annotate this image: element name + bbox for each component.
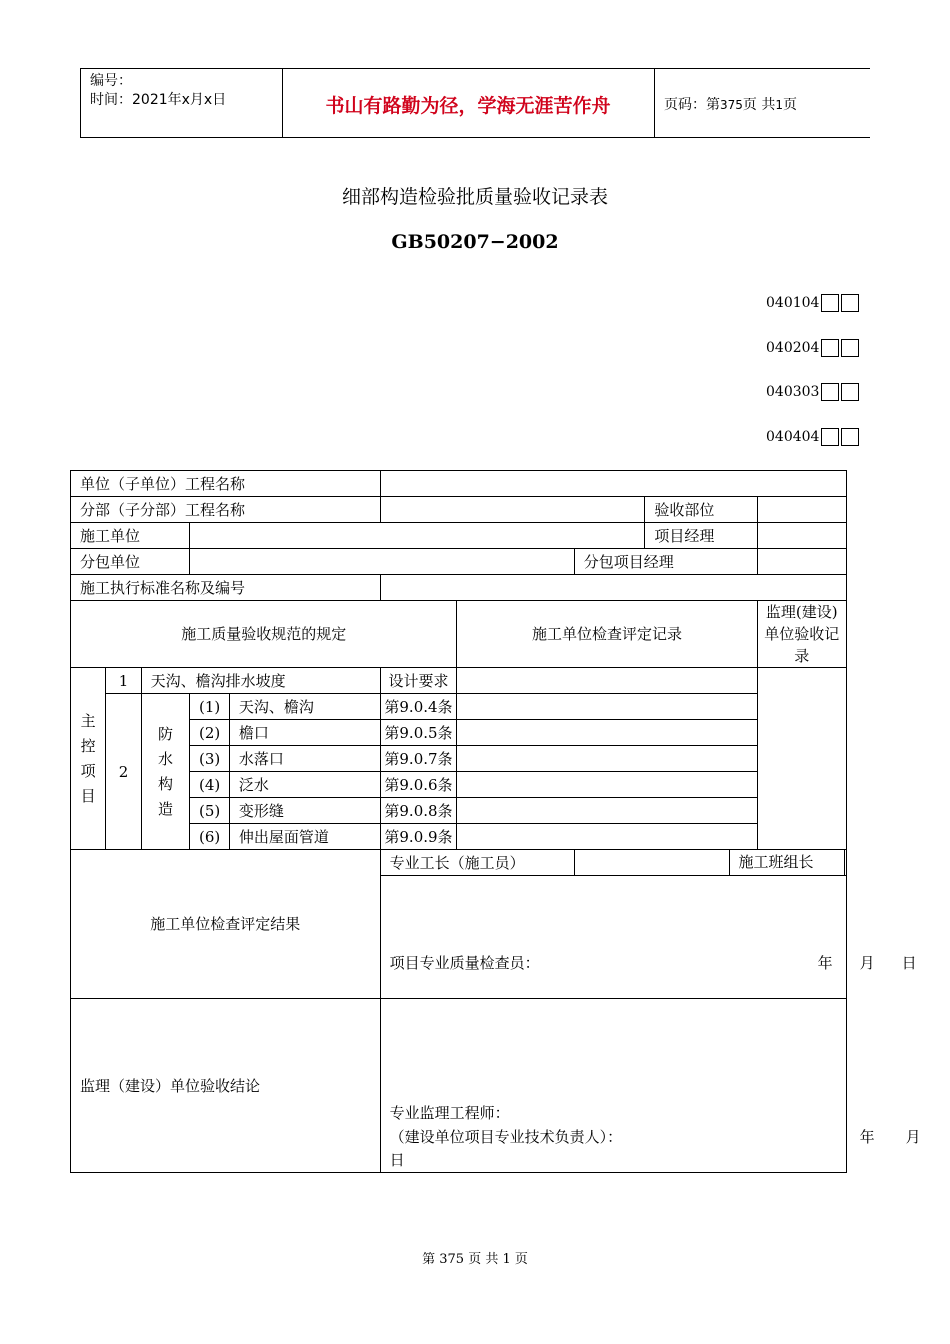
check-record-field[interactable] — [457, 772, 757, 798]
team-leader-field[interactable] — [845, 850, 846, 875]
code-row — [766, 382, 859, 402]
sub-item-number: (3) — [190, 746, 229, 772]
check-record-header: 施工单位检查评定记录 — [457, 601, 757, 668]
item-group-char: 构 — [158, 774, 174, 793]
supervision-conclusion-field[interactable] — [380, 999, 921, 1173]
unit-project-name-label: 单位（子单位）工程名称 — [71, 471, 381, 497]
date-month: 月 — [859, 954, 875, 972]
acceptance-form — [70, 470, 921, 1173]
code-checkbox[interactable] — [821, 339, 839, 357]
project-manager-label: 项目经理 — [645, 523, 757, 549]
sub-item-name: 檐口 — [229, 720, 380, 746]
sub-item-reference: 第9.0.8条 — [380, 798, 457, 824]
acceptance-part-label: 验收部位 — [645, 497, 757, 523]
team-leader-cell — [729, 850, 846, 876]
check-record-field[interactable] — [457, 824, 757, 850]
check-result-field[interactable] — [380, 876, 917, 999]
item-requirement: 设计要求 — [380, 668, 457, 694]
foreman-label: 专业工长（施工员） — [380, 850, 574, 876]
check-record-field[interactable] — [457, 694, 757, 720]
sub-item-name: 泛水 — [229, 772, 380, 798]
item-number: 1 — [106, 668, 141, 694]
page-prefix: 页码：第 — [664, 97, 720, 113]
main-control-label — [71, 668, 106, 850]
date-day: 日 — [901, 954, 917, 972]
supervision-record-field[interactable] — [757, 668, 846, 850]
subcontract-manager-label: 分包项目经理 — [574, 549, 757, 575]
subcontract-manager-field[interactable] — [757, 549, 846, 575]
check-result-label: 施工单位检查评定结果 — [71, 850, 381, 999]
sub-project-name-field[interactable] — [380, 497, 645, 523]
foreman-field[interactable] — [574, 850, 729, 876]
sub-project-name-label: 分部（子分部）工程名称 — [71, 497, 381, 523]
item-group-char: 水 — [158, 749, 174, 768]
check-record-field[interactable] — [457, 720, 757, 746]
code-checkbox[interactable] — [821, 428, 839, 446]
code-label: 编号： — [90, 73, 132, 89]
header-divider — [654, 69, 655, 137]
code-number: 040303 — [766, 384, 820, 400]
sub-item-number: (5) — [190, 798, 229, 824]
sub-item-reference: 第9.0.5条 — [380, 720, 457, 746]
document-title: 细部构造检验批质量验收记录表 — [341, 186, 608, 208]
sub-item-name: 伸出屋面管道 — [229, 824, 380, 850]
date-year: 年 — [817, 954, 833, 972]
item-number: 2 — [106, 694, 141, 850]
item-name: 天沟、檐沟排水坡度 — [141, 668, 380, 694]
subcontract-unit-field[interactable] — [190, 549, 574, 575]
execution-standard-label: 施工执行标准名称及编号 — [71, 575, 381, 601]
document-header — [80, 68, 870, 138]
main-control-char: 控 — [80, 736, 96, 755]
subcontract-unit-label: 分包单位 — [71, 549, 190, 575]
sub-item-number: (2) — [190, 720, 229, 746]
code-checkbox[interactable] — [841, 294, 859, 312]
code-checkbox[interactable] — [841, 383, 859, 401]
sub-item-name: 天沟、檐沟 — [229, 694, 380, 720]
sub-item-reference: 第9.0.7条 — [380, 746, 457, 772]
code-checkbox[interactable] — [841, 428, 859, 446]
unit-project-name-field[interactable] — [380, 471, 846, 497]
page-footer: 第 375 页 共 1 页 — [422, 1252, 528, 1267]
time-label: 时间：2021年x月x日 — [90, 92, 227, 108]
standard-number: GB50207−2002 — [391, 231, 559, 253]
supervision-record-header: 监理(建设)单位验收记录 — [757, 601, 846, 668]
sub-item-reference: 第9.0.6条 — [380, 772, 457, 798]
sub-item-reference: 第9.0.4条 — [380, 694, 457, 720]
header-page-info — [664, 94, 797, 114]
quality-inspector-label: 项目专业质量检查员： — [389, 954, 540, 972]
check-record-field[interactable] — [457, 668, 757, 694]
supervision-conclusion-label: 监理（建设）单位验收结论 — [71, 999, 381, 1173]
page-suffix: 页 — [783, 97, 797, 113]
page-number: 375 — [720, 98, 743, 112]
main-control-char: 项 — [80, 761, 96, 780]
header-meta — [90, 72, 280, 110]
construction-unit-field[interactable] — [190, 523, 645, 549]
check-record-field[interactable] — [457, 746, 757, 772]
code-checkbox[interactable] — [821, 294, 839, 312]
date-month: 月 — [905, 1128, 921, 1146]
construction-unit-label: 施工单位 — [71, 523, 190, 549]
code-row — [766, 338, 859, 358]
item-group-label — [141, 694, 190, 850]
header-motto: 书山有路勤为径，学海无涯苦作舟 — [325, 95, 611, 117]
sub-item-name: 变形缝 — [229, 798, 380, 824]
page-total: 1 — [775, 98, 783, 112]
sub-item-name: 水落口 — [229, 746, 380, 772]
date-year: 年 — [859, 1128, 875, 1146]
spec-header: 施工质量验收规范的规定 — [71, 601, 457, 668]
acceptance-part-field[interactable] — [757, 497, 846, 523]
header-divider — [80, 69, 81, 137]
item-group-char: 防 — [158, 724, 174, 743]
code-checkbox[interactable] — [841, 339, 859, 357]
code-number: 040104 — [766, 295, 820, 311]
sub-item-number: (1) — [190, 694, 229, 720]
check-record-field[interactable] — [457, 798, 757, 824]
item-group-char: 造 — [158, 799, 174, 818]
code-number: 040204 — [766, 340, 820, 356]
code-checkbox[interactable] — [821, 383, 839, 401]
main-control-char: 目 — [80, 786, 96, 805]
sub-item-number: (6) — [190, 824, 229, 850]
code-number: 040404 — [766, 429, 820, 445]
owner-tech-lead-label: （建设单位项目专业技术负责人）： — [389, 1128, 623, 1146]
sub-item-reference: 第9.0.9条 — [380, 824, 457, 850]
supervision-engineer-label: 专业监理工程师： — [389, 1104, 510, 1122]
main-control-char: 主 — [80, 711, 96, 730]
page-mid: 页 共 — [742, 97, 776, 113]
project-manager-field[interactable] — [757, 523, 846, 549]
sub-item-number: (4) — [190, 772, 229, 798]
date-day: 日 — [389, 1151, 405, 1169]
code-row — [766, 293, 859, 313]
code-row — [766, 427, 859, 447]
team-leader-label: 施工班组长 — [730, 850, 845, 875]
execution-standard-field[interactable] — [380, 575, 846, 601]
